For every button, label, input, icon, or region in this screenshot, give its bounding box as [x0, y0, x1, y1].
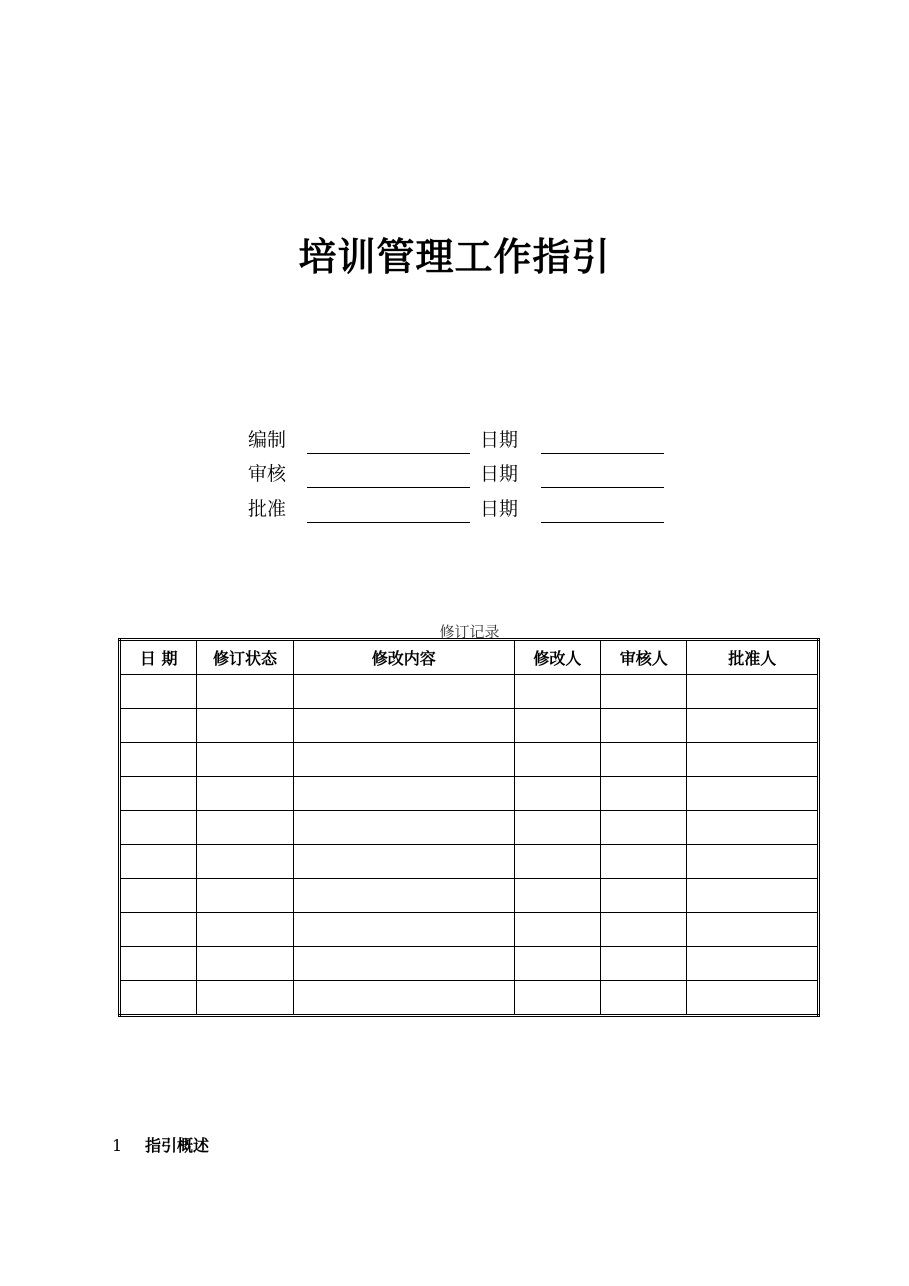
table-row	[120, 947, 819, 981]
table-cell	[514, 811, 600, 845]
section-number: 1	[112, 1136, 123, 1155]
table-cell	[601, 777, 687, 811]
column-header-reviewer: 审核人	[601, 640, 687, 675]
table-cell	[293, 845, 514, 879]
table-cell	[293, 879, 514, 913]
table-cell	[197, 709, 293, 743]
table-cell	[120, 913, 197, 947]
table-cell	[601, 811, 687, 845]
table-cell	[687, 981, 819, 1016]
signoff-row-review	[248, 462, 688, 492]
signoff-label: 批准	[248, 498, 287, 520]
signoff-name-line	[307, 487, 470, 488]
signoff-date-line	[541, 522, 664, 523]
table-cell	[687, 845, 819, 879]
table-cell	[601, 845, 687, 879]
table-cell	[687, 709, 819, 743]
signoff-label: 编制	[248, 429, 287, 451]
revision-table-header-row	[120, 640, 819, 675]
table-cell	[120, 879, 197, 913]
table-cell	[601, 879, 687, 913]
table-row	[120, 709, 819, 743]
table-cell	[687, 947, 819, 981]
signoff-date-label: 日期	[480, 429, 519, 451]
table-cell	[120, 947, 197, 981]
table-row	[120, 743, 819, 777]
table-row	[120, 879, 819, 913]
table-cell	[197, 879, 293, 913]
column-header-modifier: 修改人	[514, 640, 600, 675]
table-cell	[197, 845, 293, 879]
table-cell	[687, 913, 819, 947]
table-cell	[293, 777, 514, 811]
table-cell	[687, 675, 819, 709]
table-cell	[687, 811, 819, 845]
table-cell	[687, 743, 819, 777]
table-cell	[514, 913, 600, 947]
table-cell	[601, 981, 687, 1016]
section-heading	[112, 1133, 209, 1156]
table-cell	[120, 675, 197, 709]
column-header-approver: 批准人	[687, 640, 819, 675]
signoff-name-line	[307, 453, 470, 454]
table-cell	[293, 947, 514, 981]
table-cell	[293, 811, 514, 845]
table-cell	[120, 811, 197, 845]
signoff-date-label: 日期	[480, 463, 519, 485]
table-cell	[514, 981, 600, 1016]
table-row	[120, 913, 819, 947]
table-cell	[293, 709, 514, 743]
table-cell	[293, 913, 514, 947]
table-row	[120, 811, 819, 845]
section-title: 指引概述	[145, 1136, 210, 1155]
signoff-date-line	[541, 453, 664, 454]
table-cell	[514, 845, 600, 879]
revision-table-body	[120, 675, 819, 1016]
column-header-date: 日 期	[120, 640, 197, 675]
table-row	[120, 777, 819, 811]
table-cell	[120, 845, 197, 879]
table-cell	[514, 709, 600, 743]
table-cell	[687, 879, 819, 913]
table-cell	[197, 913, 293, 947]
table-cell	[514, 743, 600, 777]
table-cell	[293, 981, 514, 1016]
table-cell	[514, 879, 600, 913]
table-cell	[514, 947, 600, 981]
revision-table	[118, 638, 820, 1017]
signoff-row-compile	[248, 428, 688, 458]
table-cell	[687, 777, 819, 811]
table-cell	[197, 981, 293, 1016]
column-header-change-content: 修改内容	[293, 640, 514, 675]
table-row	[120, 675, 819, 709]
table-cell	[601, 913, 687, 947]
table-cell	[601, 947, 687, 981]
table-cell	[197, 947, 293, 981]
signoff-date-label: 日期	[480, 498, 519, 520]
table-cell	[120, 743, 197, 777]
table-cell	[197, 777, 293, 811]
signoff-name-line	[307, 522, 470, 523]
table-cell	[120, 777, 197, 811]
table-cell	[120, 709, 197, 743]
document-title: 培训管理工作指引	[298, 235, 611, 279]
table-cell	[293, 743, 514, 777]
revision-table-caption: 修订记录	[439, 623, 500, 641]
table-cell	[197, 743, 293, 777]
signoff-label: 审核	[248, 463, 287, 485]
table-cell	[514, 777, 600, 811]
column-header-revision-status: 修订状态	[197, 640, 293, 675]
table-row	[120, 981, 819, 1016]
table-cell	[601, 743, 687, 777]
table-cell	[293, 675, 514, 709]
table-cell	[601, 675, 687, 709]
signoff-date-line	[541, 487, 664, 488]
table-cell	[120, 981, 197, 1016]
table-cell	[197, 811, 293, 845]
table-cell	[514, 675, 600, 709]
table-cell	[197, 675, 293, 709]
signoff-row-approve	[248, 497, 688, 527]
table-row	[120, 845, 819, 879]
table-cell	[601, 709, 687, 743]
